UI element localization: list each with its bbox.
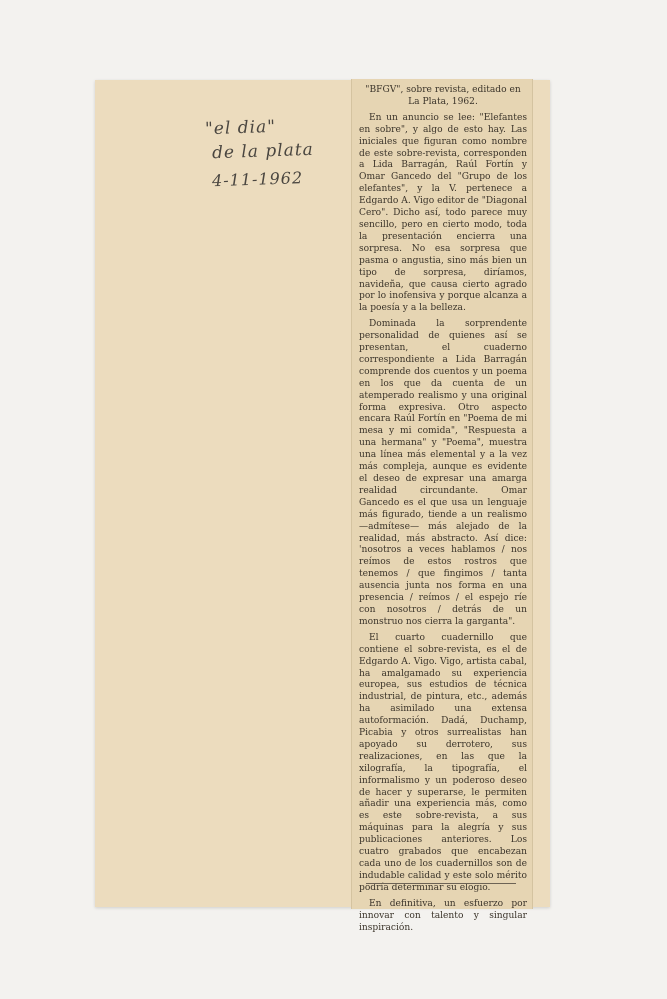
clipping-paragraph: En un anuncio se lee: "Elefantes en sobre", y algo de esto hay. Las iniciales que figuran como nombre de este sobre-revista, corresponden a Lida Barragán, Raúl Fortín y Omar Gancedo del "Grupo de los elefantes", y la V. pertenece a Edgardo A. Vigo editor de "Diagonal Cero". Dicho así, todo parece muy sencillo, pero en cierto modo, toda la presentación encierra una sorpresa. No esa sorpresa que pasma o angustia, sino más bien un tipo de sorpresa, diríamos, navideña, que causa cierto agrado por lo inofensiva y porque alcanza a la poesía y a la belleza. [359, 112, 527, 314]
handwritten-source-line-1: "el dia" [204, 116, 277, 140]
handwritten-date: 4-11-1962 [211, 168, 304, 191]
closing-rule [366, 883, 516, 884]
clipping-column [359, 85, 527, 934]
newspaper-clipping [351, 79, 533, 933]
clipping-paragraph: El cuarto cuadernillo que contiene el sobre-revista, es el de Edgardo A. Vigo. Vigo, artista cabal, ha amalgamado su experiencia europea, sus estudios de técnica industrial, de pintura, etc., además ha asimilado una extensa autoformación. Dadá, Duchamp, Picabia y otros surrealistas han apoyado su derrotero, sus realizaciones, en las que la xilografía, la tipografía, el informalismo y un poderoso deseo de hacer y superarse, le permiten añadir una experiencia más, como es este sobre-revista, a sus máquinas para la alegría y sus publicaciones anteriores. Los cuatro grabados que encabezan cada uno de los cuadernillos son de indudable calidad y este solo mérito podría determinar su elogio. [359, 632, 527, 893]
clipping-paragraph: En definitiva, un esfuerzo por innovar con talento y singular inspiración. [359, 898, 527, 933]
clipping-heading: "BFGV", sobre revista, editado en La Plata, 1962. [365, 85, 521, 107]
clipping-paragraph: Dominada la sorprendente personalidad de quienes así se presentan, el cuaderno correspondiente a Lida Barragán comprende dos cuentos y un poema en los que da cuenta de un atemperado realismo y una original forma expresiva. Otro aspecto encara Raúl Fortín en "Poema de mi mesa y mi comida", "Respuesta a una hermana" y "Poema", muestra una línea más elemental y a la vez más compleja, aunque es evidente el deseo de expresar una amarga realidad circundante. Omar Gancedo es el que usa un lenguaje más figurado, tiende a un realismo —admítese— más alejado de la realidad, más abstracto. Así dice: 'nosotros a veces hablamos / nos reímos de estos rostros que tenemos / que fingimos / tanta ausencia junta nos forma en una presencia / reímos / el espejo ríe con nosotros / detrás de un monstruo nos cierra la garganta". [359, 319, 527, 627]
handwritten-source-line-2: de la plata [211, 139, 315, 164]
